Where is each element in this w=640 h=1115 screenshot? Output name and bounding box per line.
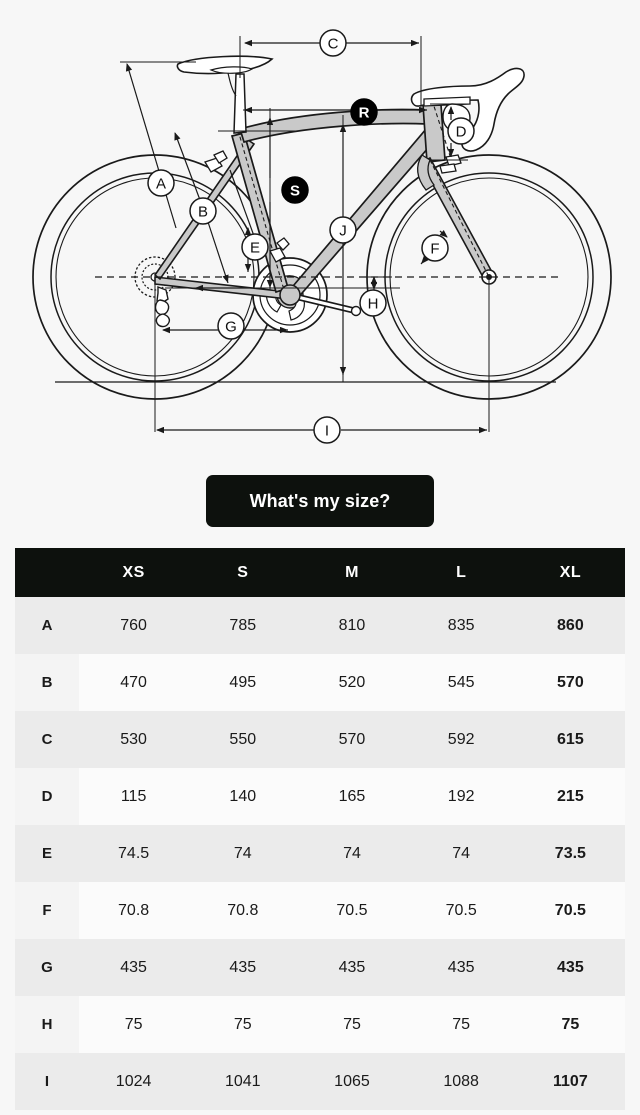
cell-b-xl: 570 [516,654,625,711]
cell-i-s: 1041 [188,1053,297,1110]
table-row [15,1053,625,1110]
marker-label: J [339,222,347,240]
cell-h-m: 75 [297,996,406,1053]
cell-a-xl: 860 [516,597,625,654]
geometry-table-body [15,597,625,1110]
bike-geometry-diagram [0,0,640,462]
marker-label: E [249,239,261,257]
cell-b-xs: 470 [79,654,188,711]
geometry-table-head [15,548,625,597]
dimension-marker-g [218,313,244,339]
row-label-d: D [15,768,79,825]
table-header-label-cell [15,548,79,597]
table-header-xs: XS [79,548,188,597]
row-label-c: C [15,711,79,768]
cell-f-m: 70.5 [297,882,406,939]
cell-d-l: 192 [407,768,516,825]
row-label-g: G [15,939,79,996]
table-row [15,939,625,996]
cell-b-l: 545 [407,654,516,711]
cell-i-l: 1088 [407,1053,516,1110]
marker-label: A [155,175,167,193]
rear-derailleur [156,287,170,327]
row-label-h: H [15,996,79,1053]
cell-a-s: 785 [188,597,297,654]
dimension-marker-r [351,99,377,125]
geometry-table [15,548,625,1110]
row-label-e: E [15,825,79,882]
dimension-marker-j [330,217,356,243]
cell-e-m: 74 [297,825,406,882]
marker-label: H [367,295,379,313]
cell-g-l: 435 [407,939,516,996]
cell-b-s: 495 [188,654,297,711]
cell-h-l: 75 [407,996,516,1053]
cell-c-s: 550 [188,711,297,768]
table-header-row [15,548,625,597]
table-row [15,882,625,939]
cell-a-l: 835 [407,597,516,654]
row-label-a: A [15,597,79,654]
cell-c-xl: 615 [516,711,625,768]
marker-label: G [225,318,237,336]
marker-label: S [289,182,301,200]
cell-h-xs: 75 [79,996,188,1053]
table-row [15,711,625,768]
bike-diagram-svg [0,0,640,462]
cell-a-m: 810 [297,597,406,654]
cell-e-l: 74 [407,825,516,882]
cell-e-xs: 74.5 [79,825,188,882]
table-row [15,825,625,882]
cell-i-m: 1065 [297,1053,406,1110]
cell-i-xl: 1107 [516,1053,625,1110]
diagram-background [0,0,640,462]
cell-g-s: 435 [188,939,297,996]
dimension-marker-h [360,290,386,316]
table-row [15,597,625,654]
cell-a-xs: 760 [79,597,188,654]
cell-d-m: 165 [297,768,406,825]
cell-f-xl: 70.5 [516,882,625,939]
cell-d-xs: 115 [79,768,188,825]
cell-e-xl: 73.5 [516,825,625,882]
marker-label: F [430,240,440,258]
cell-b-m: 520 [297,654,406,711]
dimension-marker-d [448,118,474,144]
cell-g-xl: 435 [516,939,625,996]
marker-label: C [327,35,339,53]
marker-label: I [324,422,330,440]
cell-f-s: 70.8 [188,882,297,939]
dimension-marker-b [190,198,216,224]
dimension-marker-f [422,235,448,261]
cell-d-xl: 215 [516,768,625,825]
table-header-m: M [297,548,406,597]
cell-f-xs: 70.8 [79,882,188,939]
marker-label: B [197,203,209,221]
dimension-marker-s [282,177,308,203]
cell-f-l: 70.5 [407,882,516,939]
seatpost [234,74,246,133]
table-header-l: L [407,548,516,597]
cell-g-xs: 435 [79,939,188,996]
cell-c-m: 570 [297,711,406,768]
cell-c-xs: 530 [79,711,188,768]
table-header-s: S [188,548,297,597]
row-label-i: I [15,1053,79,1110]
cta-container [0,475,640,527]
dimension-marker-e [242,234,268,260]
whats-my-size-button[interactable]: What's my size? [206,475,434,527]
cell-c-l: 592 [407,711,516,768]
cell-g-m: 435 [297,939,406,996]
cell-h-s: 75 [188,996,297,1053]
marker-label: D [455,123,467,141]
dimension-marker-i [314,417,340,443]
dimension-marker-c [320,30,346,56]
marker-label: R [358,104,370,122]
table-row [15,654,625,711]
row-label-f: F [15,882,79,939]
cell-e-s: 74 [188,825,297,882]
table-row [15,996,625,1053]
row-label-b: B [15,654,79,711]
cell-i-xs: 1024 [79,1053,188,1110]
table-header-xl: XL [516,548,625,597]
geometry-table-container [15,548,625,1110]
dimension-marker-a [148,170,174,196]
cell-d-s: 140 [188,768,297,825]
cell-h-xl: 75 [516,996,625,1053]
table-row [15,768,625,825]
